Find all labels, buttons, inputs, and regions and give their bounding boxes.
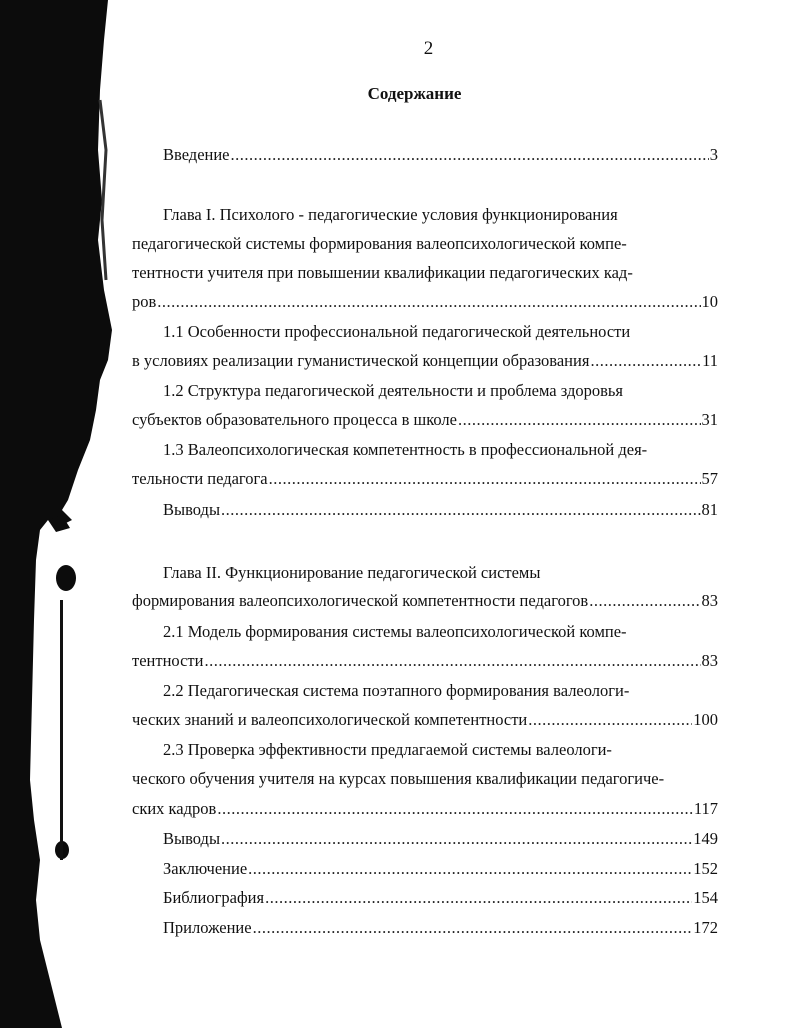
toc-section-2-3-line2: ческого обучения учителя на курсах повышения квалификации педагогиче- — [132, 769, 665, 788]
leader-dots — [231, 145, 709, 165]
toc-entry-page: 83 — [701, 591, 718, 610]
toc-section-1-2-line1: 1.2 Структура педагогической деятельности и проблема здоровья — [163, 381, 624, 400]
toc-entry-label: в условиях реализации гуманистической концепции образования — [132, 351, 590, 370]
toc-entry-label: ческих знаний и валеопсихологической компетентности — [132, 710, 528, 729]
toc-entry-label: Выводы — [163, 829, 221, 848]
toc-entry-label: Заключение — [163, 859, 248, 878]
page-number: 2 — [423, 38, 434, 59]
toc-entry-label: ров — [132, 292, 157, 311]
toc-entry-label: Библиография — [163, 888, 265, 907]
page-title: Содержание — [367, 84, 462, 103]
leader-dots — [269, 469, 701, 489]
toc-entry-introduction[interactable] — [163, 145, 718, 165]
leader-dots — [217, 799, 693, 819]
toc-entry-section-1-3[interactable] — [132, 469, 718, 489]
leader-dots — [221, 500, 700, 520]
toc-entry-label: Выводы — [163, 500, 221, 519]
leader-dots — [248, 859, 692, 879]
toc-entry-section-2-3[interactable] — [132, 799, 718, 819]
toc-entry-label: тентности — [132, 651, 204, 670]
toc-entry-section-1-2[interactable] — [132, 410, 718, 430]
toc-entry-chapter2[interactable] — [132, 591, 718, 611]
toc-entry-page: 83 — [701, 651, 718, 670]
toc-entry-page: 100 — [693, 710, 718, 729]
toc-entry-page: 31 — [701, 410, 718, 429]
toc-section-2-3-line1: 2.3 Проверка эффективности предлагаемой системы валеологи- — [163, 740, 612, 759]
toc-entry-label: Введение — [163, 145, 230, 164]
toc-entry-label: формирования валеопсихологической компетентности педагогов — [132, 591, 589, 610]
leader-dots — [265, 888, 692, 908]
leader-dots — [589, 591, 700, 611]
toc-entry-section-1-1[interactable] — [132, 351, 718, 371]
toc-entry-page: 10 — [701, 292, 718, 311]
toc-entry-page: 172 — [693, 918, 718, 937]
toc-entry-conclusion[interactable] — [163, 859, 718, 879]
toc-entry-page: 3 — [709, 145, 718, 164]
toc-chapter1-line2: педагогической системы формирования валеопсихологической компе- — [132, 234, 627, 253]
toc-section-2-2-line1: 2.2 Педагогическая система поэтапного формирования валеологи- — [163, 681, 630, 700]
toc-entry-page: 57 — [701, 469, 718, 488]
toc-entry-section-2-1[interactable] — [132, 651, 718, 671]
toc-chapter1-line1: Глава I. Психолого - педагогические условия функционирования — [163, 205, 618, 224]
toc-entry-page: 81 — [701, 500, 718, 519]
leader-dots — [528, 710, 692, 730]
toc-chapter2-line1: Глава II. Функционирование педагогической системы — [163, 563, 541, 582]
toc-entry-page: 154 — [693, 888, 718, 907]
toc-entry-appendix[interactable] — [163, 918, 718, 938]
toc-entry-label: Приложение — [163, 918, 252, 937]
toc-entry-page: 149 — [693, 829, 718, 848]
leader-dots — [157, 292, 700, 312]
toc-entry-label: тельности педагога — [132, 469, 268, 488]
toc-entry-chapter1[interactable] — [132, 292, 718, 312]
leader-dots — [590, 351, 701, 371]
leader-dots — [204, 651, 700, 671]
toc-entry-bibliography[interactable] — [163, 888, 718, 908]
leader-dots — [253, 918, 693, 938]
toc-entry-page: 152 — [693, 859, 718, 878]
toc-entry-label: субъектов образовательного процесса в школе — [132, 410, 457, 429]
toc-section-2-1-line1: 2.1 Модель формирования системы валеопсихологической компе- — [163, 622, 627, 641]
toc-entry-label: ских кадров — [132, 799, 217, 818]
toc-entry-page: 11 — [702, 351, 718, 370]
leader-dots — [458, 410, 701, 430]
leader-dots — [221, 829, 692, 849]
toc-entry-page: 117 — [693, 799, 718, 818]
toc-entry-conclusions-2[interactable] — [163, 829, 718, 849]
toc-entry-conclusions-1[interactable] — [163, 500, 718, 520]
toc-entry-section-2-2[interactable] — [132, 710, 718, 730]
toc-section-1-1-line1: 1.1 Особенности профессиональной педагогической деятельности — [163, 322, 631, 341]
toc-chapter1-line3: тентности учителя при повышении квалификации педагогических кад- — [132, 263, 633, 282]
toc-section-1-3-line1: 1.3 Валеопсихологическая компетентность в профессиональной дея- — [163, 440, 648, 459]
